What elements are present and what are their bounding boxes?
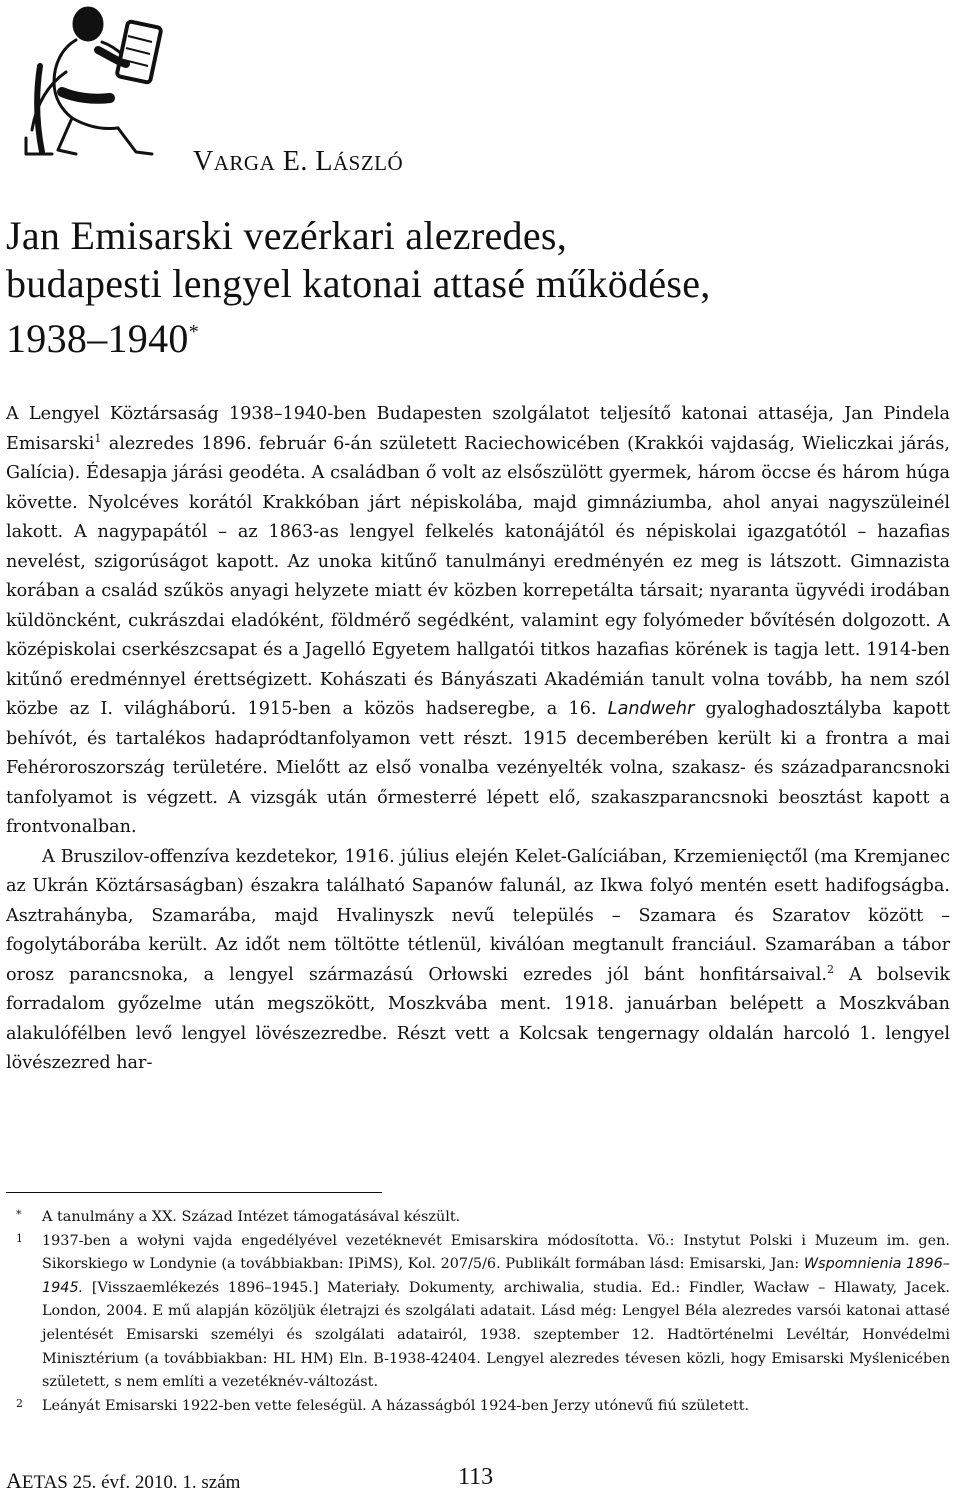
p1-text-b: alezredes 1896. február 6-án született Raciechowicében (Krakkói vajdaság, Wieliczkai járás, Galícia). Édesapja járási geodéta. A családban ő volt az elsőszülött gyermek, három öccse és három húga követte. Nyolcéves korától Krakkóban járt népiskolába, majd gimnáziumba, ahol anyai nagyszüleinél lakott. A nagypapától – az 1863-as lengyel felkelés katonájától és népiskolai igazgatótól – hazafias nevelést, szigorúságot kapott. Az unoka kitűnő tanulmányi eredményén ez meg is látszott. Gimnazista korában a család szűkös anyagi helyzete miatt év közben korrepetálta társait; nyaranta ügyvédi irodában küldöncként, cukrászdai eladóként, földmérő segédként, valamint egy folyómeder bővítésén dolgozott. A középiskolai cserkészcsapat és a Jagelló Egyetem hallgatói titkos hazafias körének is tagja lett. 1914-ben kitűnő eredménnyel érettségizett. Kohászati és Bányászati Akadémián tanult volna tovább, ha nem szól közbe az I. világháború. 1915-ben a közös hadseregbe, a 16. bbox=[6, 433, 950, 719]
paragraph-1 bbox=[6, 400, 950, 843]
journal-initial: A bbox=[6, 1468, 22, 1493]
footnotes bbox=[6, 1206, 950, 1418]
page-number: 113 bbox=[458, 1464, 494, 1490]
footnote-1-mark: 1 bbox=[16, 1231, 23, 1245]
footnote-ref-1[interactable]: 1 bbox=[94, 431, 102, 445]
footnote-2-text: Leányát Emisarski 1922-ben vette feleségül. A házasságból 1924-ben Jerzy utónevű fiú született. bbox=[42, 1397, 750, 1414]
p1-text-c: gyaloghadosztályba kapott behívót, és tartalékos hadapródtanfolyamon vett részt. 1915 decemberében került ki a frontra a mai Fehéroroszország területére. Mielőtt az első vonalba vezényelték volna, szakasz- és századparancsnoki tanfolyamot is végzett. A vizsgák után őrmesterré lépett elő, szakaszparancsnoki beosztást kapott a frontvonalban. bbox=[6, 699, 950, 837]
title-line-1: Jan Emisarski vezérkari alezredes, bbox=[6, 213, 568, 258]
author-middle: E. bbox=[282, 146, 308, 177]
p2-text-a: A Bruszilov-offenzíva kezdetekor, 1916. július elején Kelet-Galíciában, Krzemienięctől (ma Kremjanec az Ukrán Köztársaságban) északra található Sapanów falunál, az Ikwa folyó mentén esett hadifogságba. Asztrahányba, Szamarába, majd Hvalinyszk nevű település – Szamara és Szaratov között – fogolytáborába került. Az időt nem töltötte tétlenül, kiválóan megtanult franciául. Szamarában a tábor orosz parancsnoka, a lengyel származású Orłowski ezredes jól bánt honfitársaival. bbox=[6, 846, 950, 985]
footnote-1-italic: Wspomnienia 1896–1945. bbox=[42, 1256, 950, 1296]
author-last-initial: L bbox=[315, 146, 333, 177]
title-line-2: budapesti lengyel katonai attasé működése, bbox=[6, 261, 711, 306]
author-first-initial: V bbox=[193, 146, 214, 177]
p1-text-a: A Lengyel Köztársaság 1938–1940-ben Budapesten szolgálatot teljesítő katonai attaséja, Jan Pindela Emisarski bbox=[6, 404, 950, 454]
footnote-2 bbox=[6, 1395, 950, 1419]
p1-italic-term: Landwehr bbox=[607, 699, 695, 719]
journal-logo bbox=[6, 2, 174, 162]
title-footnote-mark: * bbox=[188, 321, 200, 343]
seated-reader-icon bbox=[6, 2, 174, 162]
title-years: 1938–1940 bbox=[6, 316, 189, 361]
footnote-1-text-b: [Visszaemlékezés 1896–1945.] Materiały. Dokumenty, archiwalia, studia. Ed.: Findler, Wacław – Hlawaty, Jacek. London, 2004. E mű alapján közöljük életrajzi és szolgálati adatait. Lásd még: Lengyel Béla alezredes varsói katonai attasé jelentését Emisarski személyi és szolgálati adatairól, 1938. szeptember 12. Hadtörténelmi Levéltár, Honvédelmi Minisztérium (a továbbiakban: HL HM) Eln. B-1938-42404. Lengyel alezredes tévesen közli, hogy Emisarski Myślenicében született, s nem említi a vezetéknév-változást. bbox=[42, 1279, 950, 1391]
paragraph-2 bbox=[6, 843, 950, 1079]
footnote-1 bbox=[6, 1230, 950, 1395]
article-title bbox=[6, 212, 946, 363]
footnote-1-text-a: 1937-ben a wołyni vajda engedélyével vezetéknevét Emisarskira módosította. Vö.: Instytut Polski i Muzeum im. gen. Sikorskiego w Londynie (a továbbiakban: IPiMS), Kol. 207/5/6. Publikált formában lásd: Emisarski, Jan: bbox=[42, 1232, 950, 1273]
author-first-rest: ARGA bbox=[213, 151, 276, 175]
footnote-2-mark: 2 bbox=[16, 1396, 23, 1410]
journal-rest: ETAS 25. évf. 2010. 1. szám bbox=[21, 1472, 241, 1493]
footnote-star-text: A tanulmány a XX. Század Intézet támogatásával készült. bbox=[42, 1209, 461, 1225]
journal-citation bbox=[6, 1468, 240, 1494]
footnote-divider bbox=[6, 1192, 382, 1193]
author-name bbox=[193, 146, 403, 178]
footnote-star-mark: * bbox=[16, 1208, 22, 1221]
p2-text-b: A bolsevik forradalom győzelme után megszökött, Moszkvába ment. 1918. januárban belépett a Moszkvában alakulófélben levő lengyel lövészezredbe. Részt vett a Kolcsak tengernagy oldalán harcoló 1. lengyel lövészezred har- bbox=[6, 964, 951, 1073]
title-line-3 bbox=[6, 308, 946, 363]
article-body bbox=[6, 400, 950, 1079]
author-last-rest: ÁSZLÓ bbox=[332, 151, 404, 175]
footnote-ref-2[interactable]: 2 bbox=[827, 962, 834, 976]
footnote-star bbox=[6, 1206, 950, 1230]
